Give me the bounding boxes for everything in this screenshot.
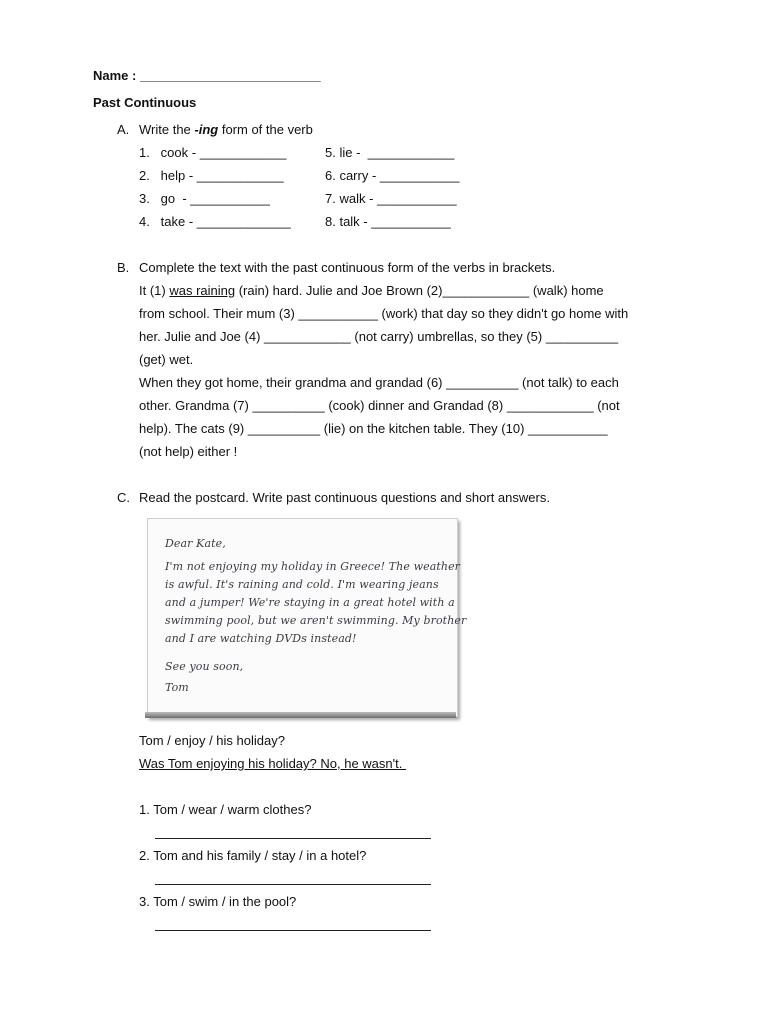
section-b-line: (not help) either ! [139,444,238,459]
name-field[interactable]: Name : _________________________ [93,68,321,83]
verb-item-4[interactable]: 4. take - _____________ [139,214,291,229]
line1-example-answer: was raining [169,283,236,298]
section-a-instruction-pre: Write the [139,122,195,137]
verb-item-8[interactable]: 8. talk - ___________ [325,214,451,229]
postcard-greeting: Dear Kate, [165,537,226,550]
section-b-line: (get) wet. [139,352,194,367]
section-b-letter: B. [117,260,130,275]
section-a-instruction-post: form of the verb [218,122,313,137]
answer-line-1[interactable] [155,838,431,839]
section-b-instruction: Complete the text with the past continuous form of the verbs in brackets. [139,260,556,275]
page-title: Past Continuous [93,95,197,110]
answer-line-2[interactable] [155,884,431,885]
verb-item-3[interactable]: 3. go - ___________ [139,191,270,206]
verb-item-7[interactable]: 7. walk - ___________ [325,191,457,206]
section-a-instruction-em: -ing [194,122,219,137]
section-a-instruction [139,122,313,137]
postcard-signature: Tom [165,681,189,694]
postcard-line: swimming pool, but we aren't swimming. My brother [165,614,467,627]
section-b-line[interactable]: from school. Their mum (3) ___________ (work) that day so they didn't go home with [139,306,629,321]
postcard-line: I'm not enjoying my holiday in Greece! The weather [165,560,461,573]
section-a-letter: A. [117,122,130,137]
example-prompt: Tom / enjoy / his holiday? [139,733,285,748]
verb-item-1[interactable]: 1. cook - ____________ [139,145,287,160]
section-b-line[interactable]: other. Grandma (7) __________ (cook) dinner and Grandad (8) ____________ (not [139,398,620,413]
postcard-closing: See you soon, [165,660,244,673]
verb-item-6[interactable]: 6. carry - ___________ [325,168,460,183]
section-c-letter: C. [117,490,130,505]
verb-item-2[interactable]: 2. help - ____________ [139,168,284,183]
postcard [147,518,467,717]
question-2: 2. Tom and his family / stay / in a hotel? [139,848,367,863]
section-b-line-1[interactable] [139,283,604,298]
postcard-line: is awful. It's raining and cold. I'm wearing jeans [165,578,439,591]
postcard-line: and I are watching DVDs instead! [165,632,357,645]
section-b-line[interactable]: When they got home, their grandma and grandad (6) __________ (not talk) to each [139,375,619,390]
postcard-line: and a jumper! We're staying in a great hotel with a [165,596,455,609]
line1-post: (rain) hard. Julie and Joe Brown (2)____________ (walk) home [235,283,604,298]
answer-line-3[interactable] [155,930,431,931]
postcard-shadow [145,712,456,718]
verb-item-5[interactable]: 5. lie - ____________ [325,145,455,160]
section-b-line[interactable]: her. Julie and Joe (4) ____________ (not carry) umbrellas, so they (5) __________ [139,329,619,344]
example-answer: Was Tom enjoying his holiday? No, he wasn't. [139,756,406,771]
question-3: 3. Tom / swim / in the pool? [139,894,297,909]
section-c-instruction: Read the postcard. Write past continuous questions and short answers. [139,490,550,505]
section-b-line[interactable]: help). The cats (9) __________ (lie) on the kitchen table. They (10) ___________ [139,421,608,436]
line1-pre: It (1) [139,283,170,298]
question-1: 1. Tom / wear / warm clothes? [139,802,312,817]
